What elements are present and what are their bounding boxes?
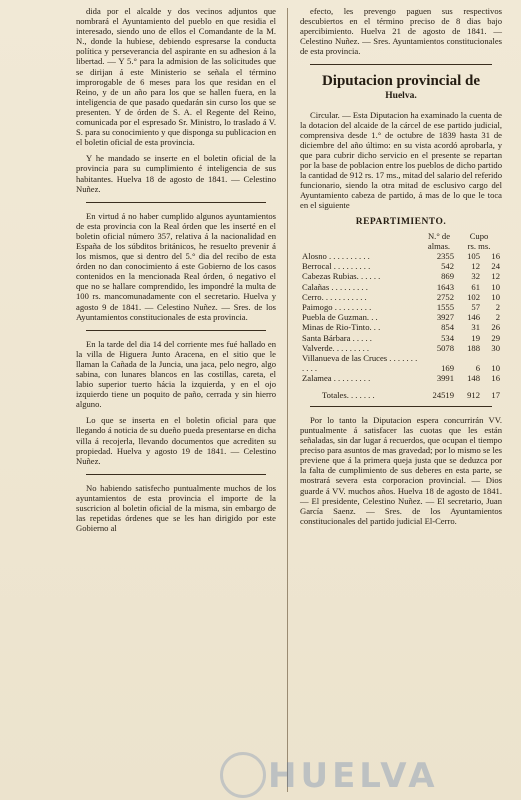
table-cell-almas: 5078 bbox=[436, 342, 454, 353]
separator-line bbox=[310, 406, 492, 407]
table-row bbox=[300, 282, 502, 292]
table-title: REPARTIMIENTO. bbox=[355, 216, 447, 227]
table-cell-pueblo: Alosno . . . . . . . . . . bbox=[302, 251, 370, 261]
section-heading: Diputacion provincial de bbox=[321, 73, 481, 90]
table-cell-ms: 16 bbox=[491, 373, 500, 384]
table-row bbox=[300, 343, 502, 353]
separator-line bbox=[86, 330, 266, 331]
table-cell-almas: 542 bbox=[441, 261, 454, 272]
table-cell-pueblo: Paimogo . . . . . . . . . bbox=[302, 302, 372, 313]
paragraph: dida por el alcalde y dos vecinos adjuntos que nombrará el Ayuntamiento del pueblo en que residia el interesado, siendo uno de ellos el Comandante de la M. N., donde la hubiese, debiendo espresarse la conducta política y perseverancia del aspirante en su adhesion á la libertad. — Y 5.° para la admision de las solicitudes que se dirijan á este Ministerio se señala el término improrogable de 6 meses para los que residan en el Reino, y de un año para los que se hallen fuera, en la inteligencia de que pasado quedarán sin curso los que se presenten. Y de órden de S. A. el Regente del Reino, comunicada por el espresado Sr. Ministro, lo traslado á V. S. para su conocimiento y que disponga su publicacion en el boletin oficial de esta provincia. bbox=[76, 6, 276, 148]
table-cell-rs: 105 bbox=[467, 251, 480, 261]
table-cell-ms: 26 bbox=[491, 322, 500, 333]
separator-line bbox=[86, 202, 266, 203]
paragraph: Circular. — Esta Diputacion ha examinado la cuenta de la dotacion del alcaide de la cárcel de ese partido judicial, comprensiva desde 1.° de octubre de 1839 hasta 31 de diciembre del año último: en su vista acordó aprobarla, y que para cubrir dicho servicio en el presente se repartan por la base de poblacion entre los pueblos de dicho partido la cantidad de 912 rs. 17 ms., mitad del salario del referido funcionario, siendo la otra mitad de esclusivo cargo del Ayuntamiento cabeza de partido, á mas de lo que le toca en el siguiente bbox=[300, 109, 502, 211]
separator-line bbox=[86, 474, 266, 475]
paragraph: En virtud á no haber cumplido algunos ayuntamientos de esta provincia con la Real órden que les inserté en el boletin oficial número 357, relativa á la nacionalidad en España de los súbditos británicos, he resuelto prevenir á los mismos, que si dentro del 5.° dia del recibo de esta órden no dan conocimiento á este Gobierno de los casos contenidos en la mencionada Real órden, ó negativo el que no se hallare comprendido, les impondré la multa de 100 rs. mancomunadamente con el secretario. Huelva y agosto 9 de 1841. — Celestino Nuñez. — Sres. de los Ayuntamientos constitucionales de esta provincia. bbox=[76, 210, 276, 322]
paragraph: No habiendo satisfecho puntualmente muchos de los ayuntamientos de esta provincia el importe de la suscricion al boletin oficial de la misma, sin embargo de las repetidas órdenes que se les han dirigido por este Gobierno al bbox=[76, 482, 276, 534]
table-row bbox=[300, 322, 502, 332]
table-total-row bbox=[300, 384, 502, 400]
total-almas: 24519 bbox=[432, 389, 454, 400]
table-cell-ms: 10 bbox=[491, 281, 500, 292]
table-cell-almas: 169 bbox=[441, 363, 454, 374]
table-cell-ms: 10 bbox=[491, 291, 500, 302]
table-cell-rs: 57 bbox=[471, 302, 480, 313]
table-cell-rs: 188 bbox=[467, 342, 480, 353]
table-cell-rs: 102 bbox=[467, 291, 480, 302]
table-cell-almas: 854 bbox=[441, 322, 454, 333]
table-cell-almas: 869 bbox=[441, 271, 454, 282]
table-cell-almas: 3991 bbox=[436, 373, 454, 384]
table-row bbox=[300, 251, 502, 261]
table-cell-almas: 3927 bbox=[436, 312, 454, 323]
column-divider bbox=[287, 8, 288, 792]
table-cell-rs: 61 bbox=[471, 281, 480, 292]
table-cell-ms: 30 bbox=[491, 342, 500, 353]
watermark-seal-icon bbox=[220, 752, 266, 798]
watermark: HUELVA bbox=[268, 756, 439, 796]
table-row bbox=[300, 292, 502, 302]
table-cell-ms: 2 bbox=[495, 312, 500, 323]
distribution-table bbox=[300, 231, 502, 400]
total-ms: 17 bbox=[491, 389, 500, 400]
separator-line bbox=[310, 64, 492, 65]
table-cell-ms: 12 bbox=[491, 271, 500, 282]
table-cell-pueblo: Villanueva de las Cruces . . . . . . . . . . . bbox=[302, 353, 418, 374]
table-cell-almas: 1555 bbox=[436, 302, 454, 313]
column-header: rs. ms. bbox=[467, 240, 491, 251]
table-cell-pueblo: Calañas . . . . . . . . . bbox=[302, 281, 368, 292]
table-cell-pueblo: Valverde. . . . . . . . . bbox=[302, 342, 370, 353]
table-cell-rs: 12 bbox=[471, 261, 480, 272]
total-rs: 912 bbox=[467, 389, 480, 400]
column-header: N.° de bbox=[427, 230, 451, 241]
table-cell-rs: 146 bbox=[467, 312, 480, 323]
table-row bbox=[300, 333, 502, 343]
table-row bbox=[300, 353, 502, 373]
table-cell-pueblo: Zalamea . . . . . . . . . bbox=[302, 373, 371, 384]
table-cell-rs: 148 bbox=[467, 373, 480, 384]
table-cell-pueblo: Cerro. . . . . . . . . . . bbox=[302, 291, 367, 302]
table-cell-ms: 2 bbox=[495, 302, 500, 313]
paragraph: Lo que se inserta en el boletin oficial para que llegando á noticia de su dueño pueda presentarse en dicha villa á recojerla, llevando documentos que acrediten su propiedad. Huelva y agosto 19 de 1841. — Celestino Nuñez. bbox=[76, 415, 276, 466]
table-cell-pueblo: Puebla de Guzman. . . bbox=[302, 312, 378, 323]
table-cell-almas: 2752 bbox=[436, 291, 454, 302]
paragraph: Y he mandado se inserte en el boletin oficial de la provincia para su cumplimiento é inteligencia de sus habitantes. Huelva 18 de agosto de 1841. — Celestino Nuñez. bbox=[76, 153, 276, 194]
table-cell-rs: 19 bbox=[471, 332, 480, 343]
table-cell-ms: 16 bbox=[491, 251, 500, 261]
column-header: almas. bbox=[427, 240, 451, 251]
table-cell-ms: 10 bbox=[491, 363, 500, 374]
paragraph: efecto, les prevengo paguen sus respectivos descubiertos en el término preciso de 8 dias bajo apercibimiento. Huelva 21 de agosto de 1841. — Celestino Nuñez. — Sres. Ayuntamientos constitucionales de esta provincia. bbox=[300, 6, 502, 57]
left-column bbox=[76, 6, 276, 539]
table-row bbox=[300, 312, 502, 322]
total-label: Totales. . . . . . . bbox=[322, 389, 375, 400]
table-cell-almas: 534 bbox=[441, 332, 454, 343]
paragraph: Por lo tanto la Diputacion espera concurrirán VV. puntualmente á satisfacer las cuotas que les están señaladas, sin dar lugar á recuerdos, que ocupan el tiempo preciso para asuntos de mas gravedad; por lo mismo se les previene que á la primera queja justa que se deduzca por la falta de cumplimiento de sus deberes en esta parte, se mostrará severa esta corporacion provincial. — Dios guarde á VV. muchos años. Huelva 18 de agosto de 1841. — El presidente, Celestino Nuñez. — El secretario, Juan García Saenz. — Sres. de los Ayuntamientos constitucionales del partido judicial El-Cerro. bbox=[300, 414, 502, 526]
table-cell-rs: 6 bbox=[475, 363, 480, 374]
table-cell-rs: 31 bbox=[471, 322, 480, 333]
table-row bbox=[300, 373, 502, 383]
table-row bbox=[300, 271, 502, 281]
table-row bbox=[300, 302, 502, 312]
section-subheading: Huelva. bbox=[385, 91, 417, 102]
table-cell-ms: 24 bbox=[491, 261, 500, 272]
table-row bbox=[300, 261, 502, 271]
table-cell-pueblo: Minas de Rio-Tinto. . . bbox=[302, 322, 381, 333]
table-cell-pueblo: Cabezas Rubias. . . . . . bbox=[302, 271, 381, 282]
table-cell-ms: 29 bbox=[491, 332, 500, 343]
column-header: Cupo bbox=[469, 230, 489, 241]
table-cell-pueblo: Berrocal . . . . . . . . . bbox=[302, 261, 371, 272]
right-column bbox=[300, 6, 502, 532]
table-cell-pueblo: Santa Bárbara . . . . . bbox=[302, 332, 372, 343]
table-cell-almas: 2355 bbox=[436, 251, 454, 261]
table-cell-rs: 32 bbox=[471, 271, 480, 282]
paragraph: En la tarde del dia 14 del corriente mes fué hallado en la villa de Higuera Junto Aracena, en el sitio que le llaman la Cañada de la Juncia, una jaca, pelo negro, algo sabina, con lunares blancos en las costillas, careta, el labio superior tuerto hácia la izquierda, y en el ojo izquierdo tiene un poquito de paño, cerrada y sin hierro alguno. bbox=[76, 338, 276, 410]
table-cell-almas: 1643 bbox=[436, 281, 454, 292]
